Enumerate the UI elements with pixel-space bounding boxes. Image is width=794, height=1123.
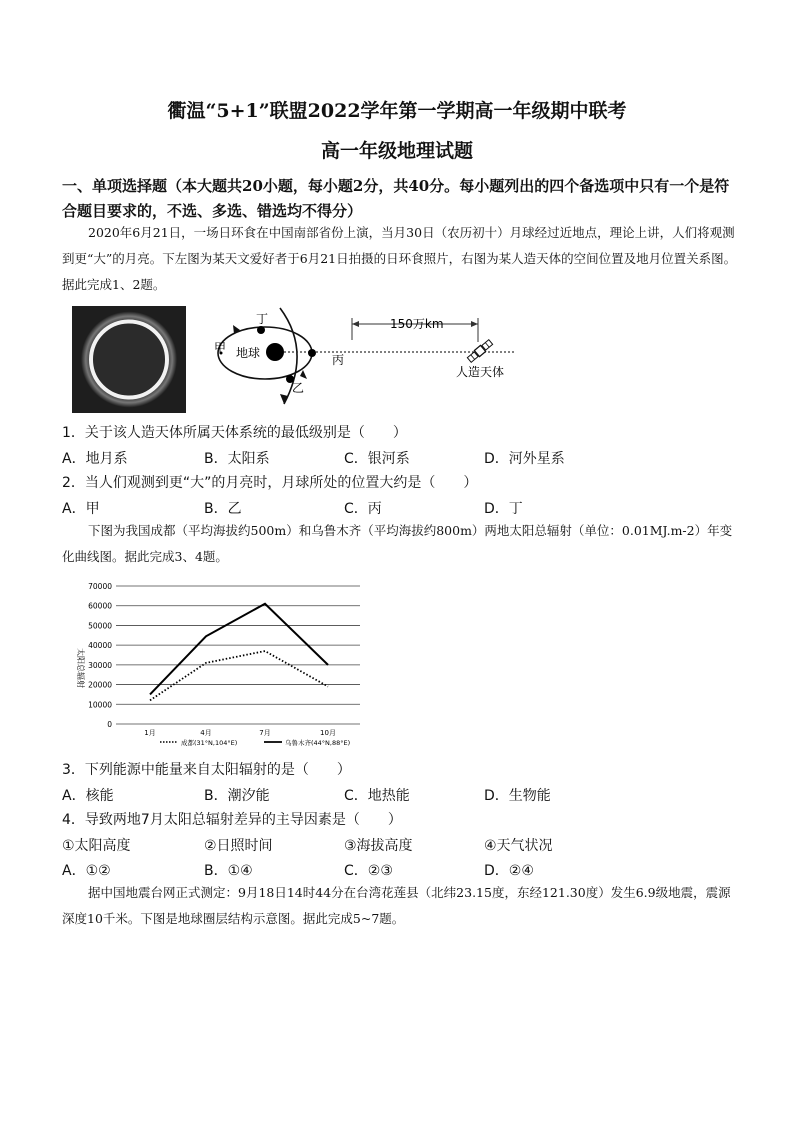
passage-3: 据中国地震台网正式测定：9月18日14时44分在台湾花莲县（北纬23.15度，东经121.30度）发生6.9级地震，震源深度10千米。下图是地球圈层结构示意图。据此完成5~7题。	[62, 885, 731, 926]
satellite-label: 人造天体	[456, 365, 505, 379]
label-yi: 乙	[292, 381, 305, 395]
question-1-options	[62, 448, 742, 468]
question-2: 2．当人们观测到更“大”的月亮时，月球所处的位置大约是（ ）	[62, 475, 478, 491]
x-tick-label: 10月	[320, 729, 336, 737]
option-b: B．潮汐能	[204, 788, 270, 804]
x-tick-label: 4月	[200, 729, 212, 737]
option-c: C．②③	[344, 863, 393, 879]
question-3: 3．下列能源中能量来自太阳辐射的是（ ）	[62, 762, 351, 778]
option-d: D．生物能	[484, 788, 551, 804]
option-d: D．河外星系	[484, 451, 565, 467]
y-tick-label: 40000	[88, 641, 112, 651]
y-axis-label: 太阳总辐射	[76, 648, 85, 688]
factor-4: ④天气状况	[484, 838, 553, 854]
orbit-diagram	[200, 306, 530, 406]
factor-3: ③海拔高度	[344, 838, 413, 854]
option-d: D．丁	[484, 501, 523, 517]
option-a: A．核能	[62, 788, 114, 804]
option-a: A．①②	[62, 863, 111, 879]
y-tick-label: 0	[107, 720, 112, 729]
y-tick-label: 30000	[88, 660, 112, 670]
y-tick-label: 60000	[88, 601, 112, 611]
question-4: 4．导致两地7月太阳总辐射差异的主导因素是（ ）	[62, 812, 402, 828]
option-a: A．甲	[62, 501, 100, 517]
question-4-options	[62, 860, 742, 880]
label-bing: 丙	[332, 353, 345, 367]
radiation-chart	[68, 578, 368, 756]
label-earth: 地球	[236, 346, 261, 360]
option-c: C．地热能	[344, 788, 410, 804]
factor-2: ②日照时间	[204, 838, 273, 854]
y-tick-label: 70000	[88, 582, 112, 591]
y-tick-label: 50000	[88, 621, 112, 631]
passage-2: 下图为我国成都（平均海拔约500m）和乌鲁木齐（平均海拔约800m）两地太阳总辐射（单位：0.01MJ.m-2）年变化曲线图。据此完成3、4题。	[62, 523, 733, 564]
option-c: C．银河系	[344, 451, 410, 467]
option-d: D．②④	[484, 863, 534, 879]
label-jia: 甲	[214, 341, 227, 355]
legend-label: 乌鲁木齐(44°N,88°E)	[285, 739, 351, 747]
series-line-1	[150, 604, 328, 695]
exam-subtitle: 高一年级地理试题	[320, 140, 473, 162]
y-tick-label: 20000	[88, 680, 112, 690]
passage-1: 2020年6月21日，一场日环食在中国南部省份上演，当月30日（农历初十）月球经过近地点，理论上讲，人们将观测到更“大”的月亮。下左图为某天文爱好者于6月21日拍摄的日环食照片，右图为某人造天体的空间位置及地月位置关系图。据此完成1、2题。	[62, 225, 737, 292]
earth-icon	[266, 343, 284, 361]
legend-label: 成都(31°N,104°E)	[181, 739, 238, 747]
question-1: 1．关于该人造天体所属天体系统的最低级别是（ ）	[62, 425, 407, 441]
option-c: C．丙	[344, 501, 382, 517]
question-3-options	[62, 785, 742, 805]
series-line-0	[150, 651, 328, 700]
question-4-factors	[62, 835, 742, 855]
question-2-options	[62, 498, 742, 518]
option-b: B．太阳系	[204, 451, 270, 467]
distance-label: 150万km	[390, 317, 444, 331]
option-a: A．地月系	[62, 451, 128, 467]
y-tick-label: 10000	[88, 700, 112, 710]
option-b: B．乙	[204, 501, 242, 517]
section-heading: 一、单项选择题（本大题共20小题，每小题2分，共40分。每小题列出的四个备选项中只有一个是符合题目要求的，不选、多选、错选均不得分）	[62, 177, 730, 220]
eclipse-photo	[72, 306, 186, 413]
x-tick-label: 7月	[259, 729, 271, 737]
exam-title: 衢温“5+1”联盟2022学年第一学期高一年级期中联考	[167, 100, 627, 122]
factor-1: ①太阳高度	[62, 838, 131, 854]
satellite-icon	[467, 339, 494, 363]
label-ding: 丁	[256, 312, 269, 326]
option-b: B．①④	[204, 863, 253, 879]
x-tick-label: 1月	[144, 729, 156, 737]
